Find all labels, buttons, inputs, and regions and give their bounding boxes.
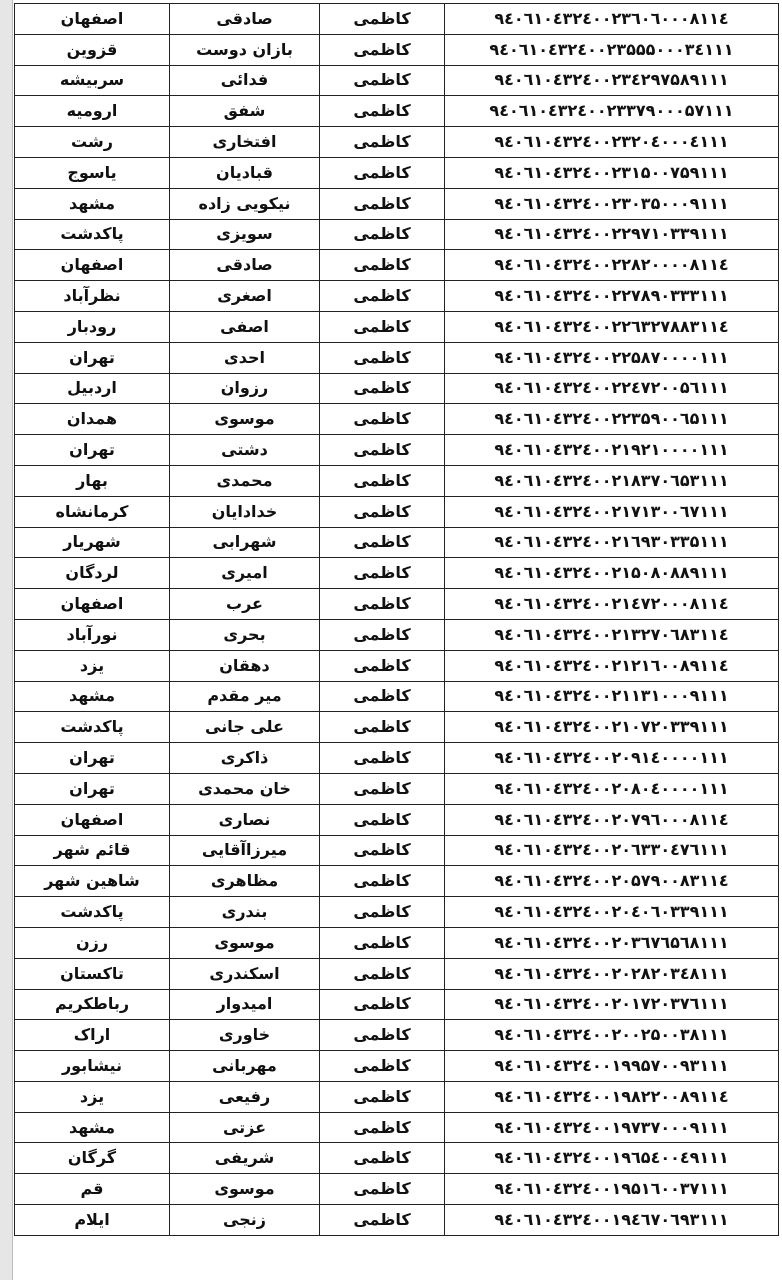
code-cell: ۹٤۰٦۱۰٤۳۲٤۰۰۲۳۳۷۹۰۰۰۵۷۱۱۱ <box>445 96 779 127</box>
first-name-cell: کاظمی <box>320 712 445 743</box>
last-name-cell: دهقان <box>170 650 320 681</box>
first-name-cell: کاظمی <box>320 311 445 342</box>
table-row <box>15 958 779 989</box>
first-name-cell: کاظمی <box>320 127 445 158</box>
page-edge-strip <box>0 0 13 1280</box>
last-name-cell: سویزی <box>170 219 320 250</box>
city-cell: رودبار <box>15 311 170 342</box>
last-name-cell: موسوی <box>170 927 320 958</box>
first-name-cell: کاظمی <box>320 804 445 835</box>
city-cell: پاکدشت <box>15 897 170 928</box>
last-name-cell: فدائی <box>170 65 320 96</box>
table-row <box>15 65 779 96</box>
first-name-cell: کاظمی <box>320 927 445 958</box>
city-cell: رشت <box>15 127 170 158</box>
first-name-cell: کاظمی <box>320 773 445 804</box>
last-name-cell: صادقی <box>170 250 320 281</box>
first-name-cell: کاظمی <box>320 1112 445 1143</box>
table-row <box>15 96 779 127</box>
code-cell: ۹٤۰٦۱۰٤۳۲٤۰۰۲۰۹۱٤۰۰۰۰۱۱۱ <box>445 743 779 774</box>
city-cell: نیشابور <box>15 1051 170 1082</box>
city-cell: کرمانشاه <box>15 496 170 527</box>
table-row <box>15 465 779 496</box>
city-cell: قزوین <box>15 34 170 65</box>
city-cell: تاکستان <box>15 958 170 989</box>
city-cell: اصفهان <box>15 250 170 281</box>
table-row <box>15 1081 779 1112</box>
code-cell: ۹٤۰٦۱۰٤۳۲٤۰۰۱۹٦۵٤۰۰٤۹۱۱۱ <box>445 1143 779 1174</box>
table-row <box>15 743 779 774</box>
city-cell: شهریار <box>15 527 170 558</box>
table-row <box>15 435 779 466</box>
last-name-cell: ذاکری <box>170 743 320 774</box>
first-name-cell: کاظمی <box>320 96 445 127</box>
table-row <box>15 650 779 681</box>
table-row <box>15 773 779 804</box>
city-cell: پاکدشت <box>15 712 170 743</box>
first-name-cell: کاظمی <box>320 65 445 96</box>
last-name-cell: صادقی <box>170 4 320 35</box>
first-name-cell: کاظمی <box>320 619 445 650</box>
table-row <box>15 250 779 281</box>
first-name-cell: کاظمی <box>320 650 445 681</box>
table-row <box>15 1174 779 1205</box>
table-row <box>15 188 779 219</box>
last-name-cell: شفق <box>170 96 320 127</box>
last-name-cell: بحری <box>170 619 320 650</box>
code-cell: ۹٤۰٦۱۰٤۳۲٤۰۰۲۰۰۲۵۰۰۳۸۱۱۱ <box>445 1020 779 1051</box>
city-cell: قائم شهر <box>15 835 170 866</box>
last-name-cell: موسوی <box>170 1174 320 1205</box>
code-cell: ۹٤۰٦۱۰٤۳۲٤۰۰۲۲۸۲۰۰۰۰۸۱۱٤ <box>445 250 779 281</box>
records-table <box>14 3 779 1236</box>
first-name-cell: کاظمی <box>320 465 445 496</box>
code-cell: ۹٤۰٦۱۰٤۳۲٤۰۰۱۹۹۵۷۰۰۹۳۱۱۱ <box>445 1051 779 1082</box>
code-cell: ۹٤۰٦۱۰٤۳۲٤۰۰۲۳۱۵۰۰۷۵۹۱۱۱ <box>445 157 779 188</box>
first-name-cell: کاظمی <box>320 681 445 712</box>
last-name-cell: قبادیان <box>170 157 320 188</box>
city-cell: تهران <box>15 342 170 373</box>
code-cell: ۹٤۰٦۱۰٤۳۲٤۰۰۲۳٤۲۹۷۵۸۹۱۱۱ <box>445 65 779 96</box>
code-cell: ۹٤۰٦۱۰٤۳۲٤۰۰۲۰۸۰٤۰۰۰۰۱۱۱ <box>445 773 779 804</box>
city-cell: پاکدشت <box>15 219 170 250</box>
city-cell: یزد <box>15 650 170 681</box>
last-name-cell: بندری <box>170 897 320 928</box>
table-row <box>15 589 779 620</box>
table-row <box>15 619 779 650</box>
city-cell: یزد <box>15 1081 170 1112</box>
city-cell: تهران <box>15 435 170 466</box>
city-cell: اراک <box>15 1020 170 1051</box>
city-cell: اصفهان <box>15 804 170 835</box>
table-row <box>15 835 779 866</box>
last-name-cell: خان محمدی <box>170 773 320 804</box>
code-cell: ۹٤۰٦۱۰٤۳۲٤۰۰۲۱۳۲۷۰٦۸۳۱۱٤ <box>445 619 779 650</box>
table-row <box>15 989 779 1020</box>
city-cell: مشهد <box>15 1112 170 1143</box>
city-cell: ایلام <box>15 1205 170 1236</box>
code-cell: ۹٤۰٦۱۰٤۳۲٤۰۰۲۳٦۰٦۰۰۰۸۱۱٤ <box>445 4 779 35</box>
code-cell: ۹٤۰٦۱۰٤۳۲٤۰۰۲۲٤۷۲۰۰۵٦۱۱۱ <box>445 373 779 404</box>
code-cell: ۹٤۰٦۱۰٤۳۲٤۰۰۲۱۷۱۳۰۰٦۷۱۱۱ <box>445 496 779 527</box>
first-name-cell: کاظمی <box>320 188 445 219</box>
table-row <box>15 1143 779 1174</box>
code-cell: ۹٤۰٦۱۰٤۳۲٤۰۰۱۹۸۲۲۰۰۸۹۱۱٤ <box>445 1081 779 1112</box>
first-name-cell: کاظمی <box>320 373 445 404</box>
city-cell: بهار <box>15 465 170 496</box>
first-name-cell: کاظمی <box>320 435 445 466</box>
last-name-cell: عرب <box>170 589 320 620</box>
city-cell: مشهد <box>15 681 170 712</box>
first-name-cell: کاظمی <box>320 1020 445 1051</box>
code-cell: ۹٤۰٦۱۰٤۳۲٤۰۰۲۱۱۳۱۰۰۰۹۱۱۱ <box>445 681 779 712</box>
table-row <box>15 897 779 928</box>
table-row <box>15 373 779 404</box>
last-name-cell: احدی <box>170 342 320 373</box>
table-row <box>15 1112 779 1143</box>
first-name-cell: کاظمی <box>320 1174 445 1205</box>
last-name-cell: محمدی <box>170 465 320 496</box>
first-name-cell: کاظمی <box>320 989 445 1020</box>
code-cell: ۹٤۰٦۱۰٤۳۲٤۰۰۲۲۵۸۷۰۰۰۰۱۱۱ <box>445 342 779 373</box>
code-cell: ۹٤۰٦۱۰٤۳۲٤۰۰۲۲٦۳۲۷۸۸۳۱۱٤ <box>445 311 779 342</box>
first-name-cell: کاظمی <box>320 1051 445 1082</box>
last-name-cell: میر مقدم <box>170 681 320 712</box>
code-cell: ۹٤۰٦۱۰٤۳۲٤۰۰۲۲۹۷۱۰۳۳۹۱۱۱ <box>445 219 779 250</box>
table-row <box>15 4 779 35</box>
city-cell: رزن <box>15 927 170 958</box>
last-name-cell: عزتی <box>170 1112 320 1143</box>
table-row <box>15 404 779 435</box>
records-table-body <box>15 4 779 1236</box>
first-name-cell: کاظمی <box>320 558 445 589</box>
table-row <box>15 527 779 558</box>
code-cell: ۹٤۰٦۱۰٤۳۲٤۰۰۲۱۲۱٦۰۰۸۹۱۱٤ <box>445 650 779 681</box>
code-cell: ۹٤۰٦۱۰٤۳۲٤۰۰۲۱۰۷۲۰۳۳۹۱۱۱ <box>445 712 779 743</box>
last-name-cell: مهربانی <box>170 1051 320 1082</box>
code-cell: ۹٤۰٦۱۰٤۳۲٤۰۰۲۰٤۰٦۰۳۳۹۱۱۱ <box>445 897 779 928</box>
city-cell: گرگان <box>15 1143 170 1174</box>
first-name-cell: کاظمی <box>320 250 445 281</box>
last-name-cell: امیری <box>170 558 320 589</box>
city-cell: اردبیل <box>15 373 170 404</box>
code-cell: ۹٤۰٦۱۰٤۳۲٤۰۰۲۳۲۰٤۰۰۰٤۱۱۱ <box>445 127 779 158</box>
last-name-cell: نصاری <box>170 804 320 835</box>
table-row <box>15 496 779 527</box>
table-row <box>15 866 779 897</box>
last-name-cell: مظاهری <box>170 866 320 897</box>
first-name-cell: کاظمی <box>320 342 445 373</box>
city-cell: سربیشه <box>15 65 170 96</box>
city-cell: شاهین شهر <box>15 866 170 897</box>
first-name-cell: کاظمی <box>320 157 445 188</box>
last-name-cell: شریفی <box>170 1143 320 1174</box>
table-row <box>15 558 779 589</box>
first-name-cell: کاظمی <box>320 4 445 35</box>
first-name-cell: کاظمی <box>320 404 445 435</box>
table-row <box>15 804 779 835</box>
city-cell: لردگان <box>15 558 170 589</box>
table-row <box>15 311 779 342</box>
table-row <box>15 34 779 65</box>
code-cell: ۹٤۰٦۱۰٤۳۲٤۰۰۲۳۰۳۵۰۰۰۹۱۱۱ <box>445 188 779 219</box>
code-cell: ۹٤۰٦۱۰٤۳۲٤۰۰۱۹٤٦۷۰٦۹۳۱۱۱ <box>445 1205 779 1236</box>
last-name-cell: افتخاری <box>170 127 320 158</box>
city-cell: قم <box>15 1174 170 1205</box>
first-name-cell: کاظمی <box>320 958 445 989</box>
last-name-cell: علی جانی <box>170 712 320 743</box>
code-cell: ۹٤۰٦۱۰٤۳۲٤۰۰۲۳۵۵۵۰۰۰۳٤۱۱۱ <box>445 34 779 65</box>
code-cell: ۹٤۰٦۱۰٤۳۲٤۰۰۲۰۲۸۲۰۳٤۸۱۱۱ <box>445 958 779 989</box>
table-row <box>15 127 779 158</box>
last-name-cell: موسوی <box>170 404 320 435</box>
first-name-cell: کاظمی <box>320 496 445 527</box>
code-cell: ۹٤۰٦۱۰٤۳۲٤۰۰۲۱٦۹۳۰۳۳۵۱۱۱ <box>445 527 779 558</box>
last-name-cell: اصفی <box>170 311 320 342</box>
first-name-cell: کاظمی <box>320 527 445 558</box>
city-cell: نظرآباد <box>15 281 170 312</box>
table-row <box>15 927 779 958</box>
table-row <box>15 219 779 250</box>
last-name-cell: اسکندری <box>170 958 320 989</box>
first-name-cell: کاظمی <box>320 866 445 897</box>
last-name-cell: امیدوار <box>170 989 320 1020</box>
city-cell: اصفهان <box>15 589 170 620</box>
code-cell: ۹٤۰٦۱۰٤۳۲٤۰۰۲۰۳٦۷٦۵٦۸۱۱۱ <box>445 927 779 958</box>
table-row <box>15 281 779 312</box>
city-cell: مشهد <box>15 188 170 219</box>
city-cell: ارومیه <box>15 96 170 127</box>
code-cell: ۹٤۰٦۱۰٤۳۲٤۰۰۲۰۱۷۲۰۳۷٦۱۱۱ <box>445 989 779 1020</box>
city-cell: همدان <box>15 404 170 435</box>
first-name-cell: کاظمی <box>320 743 445 774</box>
code-cell: ۹٤۰٦۱۰٤۳۲٤۰۰۲۰۵۷۹۰۰۸۳۱۱٤ <box>445 866 779 897</box>
last-name-cell: زنجی <box>170 1205 320 1236</box>
first-name-cell: کاظمی <box>320 281 445 312</box>
city-cell: رباطکریم <box>15 989 170 1020</box>
last-name-cell: دشتی <box>170 435 320 466</box>
city-cell: نورآباد <box>15 619 170 650</box>
table-row <box>15 342 779 373</box>
code-cell: ۹٤۰٦۱۰٤۳۲٤۰۰۲۱۵۰۸۰۸۸۹۱۱۱ <box>445 558 779 589</box>
code-cell: ۹٤۰٦۱۰٤۳۲٤۰۰۲۰٦۳۳۰٤۷٦۱۱۱ <box>445 835 779 866</box>
first-name-cell: کاظمی <box>320 835 445 866</box>
table-row <box>15 1051 779 1082</box>
last-name-cell: شهرابی <box>170 527 320 558</box>
table-row <box>15 1020 779 1051</box>
code-cell: ۹٤۰٦۱۰٤۳۲٤۰۰۲۲۷۸۹۰۳۳۳۱۱۱ <box>445 281 779 312</box>
city-cell: اصفهان <box>15 4 170 35</box>
first-name-cell: کاظمی <box>320 219 445 250</box>
table-row <box>15 712 779 743</box>
last-name-cell: اصغری <box>170 281 320 312</box>
city-cell: تهران <box>15 743 170 774</box>
table-row <box>15 681 779 712</box>
last-name-cell: نیکویی زاده <box>170 188 320 219</box>
code-cell: ۹٤۰٦۱۰٤۳۲٤۰۰۲۰۷۹٦۰۰۰۸۱۱٤ <box>445 804 779 835</box>
last-name-cell: بازان دوست <box>170 34 320 65</box>
code-cell: ۹٤۰٦۱۰٤۳۲٤۰۰۱۹۷۳۷۰۰۰۹۱۱۱ <box>445 1112 779 1143</box>
code-cell: ۹٤۰٦۱۰٤۳۲٤۰۰۱۹۵۱٦۰۰۳۷۱۱۱ <box>445 1174 779 1205</box>
first-name-cell: کاظمی <box>320 1143 445 1174</box>
table-row <box>15 1205 779 1236</box>
last-name-cell: خاوری <box>170 1020 320 1051</box>
last-name-cell: خدادایان <box>170 496 320 527</box>
first-name-cell: کاظمی <box>320 34 445 65</box>
city-cell: یاسوج <box>15 157 170 188</box>
code-cell: ۹٤۰٦۱۰٤۳۲٤۰۰۲۱۸۳۷۰٦۵۳۱۱۱ <box>445 465 779 496</box>
city-cell: تهران <box>15 773 170 804</box>
last-name-cell: میرزاآقایی <box>170 835 320 866</box>
code-cell: ۹٤۰٦۱۰٤۳۲٤۰۰۲۲۳۵۹۰۰٦۵۱۱۱ <box>445 404 779 435</box>
code-cell: ۹٤۰٦۱۰٤۳۲٤۰۰۲۱٤۷۲۰۰۰۸۱۱٤ <box>445 589 779 620</box>
first-name-cell: کاظمی <box>320 897 445 928</box>
last-name-cell: رزوان <box>170 373 320 404</box>
first-name-cell: کاظمی <box>320 1081 445 1112</box>
first-name-cell: کاظمی <box>320 1205 445 1236</box>
table-row <box>15 157 779 188</box>
code-cell: ۹٤۰٦۱۰٤۳۲٤۰۰۲۱۹۲۱۰۰۰۰۱۱۱ <box>445 435 779 466</box>
last-name-cell: رفیعی <box>170 1081 320 1112</box>
first-name-cell: کاظمی <box>320 589 445 620</box>
